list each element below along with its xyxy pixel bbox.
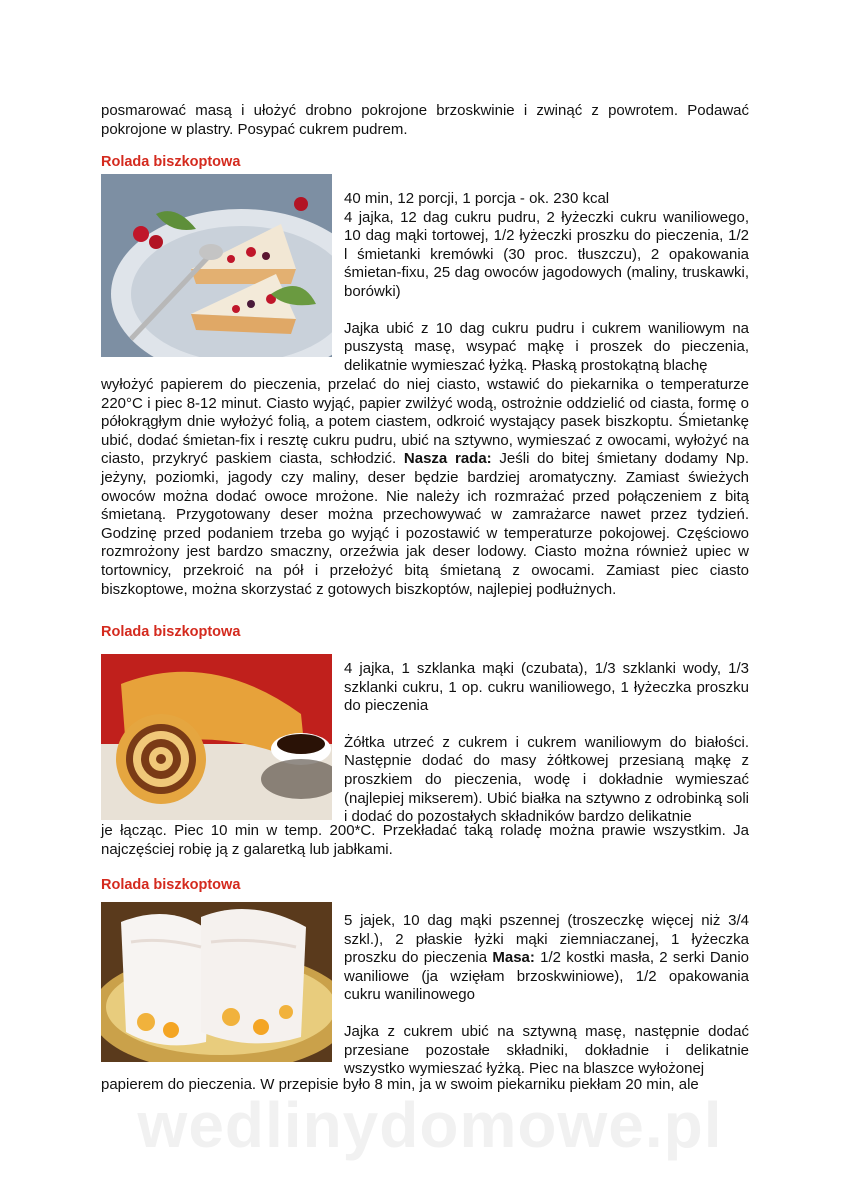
recipe-1-method-part-b: Jeśli do bitej śmietany dodamy Np. jeżyny, poziomki, jagody czy maliny, deser będzie bardziej aromatyczny. Zamiast świeżych owoców można dodać owoce mrożone. Nie należy ich rozmrażać przed połączeniem z bitą śmietaną. Przygotowany deser można przechowywać w zamrażarce nawet przez tydzień. Godzinę przed podaniem trzeba go wyjąć i pozostawić w temperaturze pokojowej. Częściowo rozmrożony jest bardzo smaczny, orzeźwia jak deser lodowy. Ciasto można również upiec w tortownicy, przekroić na pół i przełożyć bitą śmietaną z owocami. Zamiast piec ciasto biszkoptowe, można skorzystać z gotowych biszkoptów, najlepiej podłużnych. [101, 450, 750, 598]
site-watermark: wedlinydomowe.pl [137, 1089, 723, 1161]
recipe-1-method-side: Jajka ubić z 10 dag cukru pudru i cukrem waniliowym na puszystą masę, wsypać mąkę i proszek do pieczenia, delikatnie wymieszać łyżką. Płaską prostokątną blachę [344, 319, 749, 374]
recipe-2-side-text [344, 660, 749, 827]
recipe-3-photo [101, 902, 332, 1062]
recipe-1-method-rest [101, 376, 749, 599]
recipe-1-meta: 40 min, 12 porcji, 1 porcja - ok. 230 kcal [344, 190, 610, 207]
recipe-3-title: Rolada biszkoptowa [101, 877, 241, 893]
recipe-3-method-side: Jajka z cukrem ubić na sztywną masę, następnie dodać przesiane pozostałe składniki, dokładnie i delikatnie wszystko wymieszać łyżką. Piec na blaszce wyłożonej [344, 1022, 749, 1078]
recipe-3-ingredients-a: 5 jajek, 10 dag mąki pszennej (troszeczkę więcej niż 3/4 szkl.), 2 płaskie łyżki mąki ziemniaczanej, 1 łyżeczka proszku do pieczenia [344, 912, 749, 967]
recipe-1-tip-label: Nasza rada: [403, 450, 492, 468]
recipe-2-ingredients: 4 jajka, 1 szklanka mąki (czubata), 1/3 szklanki wody, 1/3 szklanki cukru, 1 op. cukru waniliowego, 1 łyżeczka proszku do pieczenia [344, 660, 749, 715]
recipe-3-side-text [344, 912, 749, 1079]
recipe-2-method-rest: je łącząc. Piec 10 min w temp. 200*C. Przekładać taką roladę można prawie wszystkim. Ja najczęściej robię ją z galaretką lub jabłkami. [101, 822, 749, 858]
recipe-1-side-text [344, 190, 749, 375]
recipe-2-photo [101, 654, 332, 820]
recipe-2-method-side: Żółtka utrzeć z cukrem i cukrem waniliowym do białości. Następnie dodać do masy żółtkowej przesianą mąkę z proszkiem do pieczenia, wodę i dokładnie wymieszać (najlepiej mikserem). Ubić białka na sztywno z odrobinką soli i dodać do pozostałych składników bardzo delikatnie [344, 733, 749, 826]
recipe-1-ingredients: 4 jajka, 12 dag cukru pudru, 2 łyżeczki cukru waniliowego, 10 dag mąki tortowej, 1/2 łyżeczki proszku do pieczenia, 1/2 l śmietanki kremówki (30 proc. tłuszczu), 2 opakowania śmietan-fixu, 25 dag owoców jagodowych (maliny, truskawki, borówki) [344, 208, 749, 300]
recipe-3-method-rest: papierem do pieczenia. W przepisie było 8 min, ja w swoim piekarniku piekłam 20 min, ale [101, 1076, 699, 1093]
recipe-1-method-part-a: wyłożyć papierem do pieczenia, przelać do niej ciasto, wstawić do piekarnika o temperaturze 220°C i piec 8-12 minut. Ciasto wyjąć, papier zwilżyć wodą, ostrożnie oddzielić od ciasta, formę o półokrągłym dnie wyłożyć folią, a potem ciastem, odkroić wystający pasek biszkoptu. Śmietankę ubić, dodać śmietan-fix i resztę cukru pudru, ubić na sztywno, wymieszać z owocami, wyłożyć na ciasto, przykryć paskiem ciasta, schłodzić. [101, 376, 749, 468]
recipe-1-photo [101, 174, 332, 357]
recipe-3-mass-label: Masa: [492, 949, 535, 967]
recipe-1-title: Rolada biszkoptowa [101, 154, 241, 170]
recipe-2-method-rest-block [101, 822, 749, 859]
intro-paragraph: posmarować masą i ułożyć drobno pokrojone brzoskwinie i zwinąć z powrotem. Podawać pokrojone w plastry. Posypać cukrem pudrem. [101, 102, 749, 138]
recipe-3-ingredients-b: 1/2 kostki masła, 2 serki Danio waniliowe (ja wzięłam brzoskwiniowe), 1/2 opakowania cukru wanilinowego [344, 949, 750, 1004]
recipe-2-title: Rolada biszkoptowa [101, 624, 241, 640]
